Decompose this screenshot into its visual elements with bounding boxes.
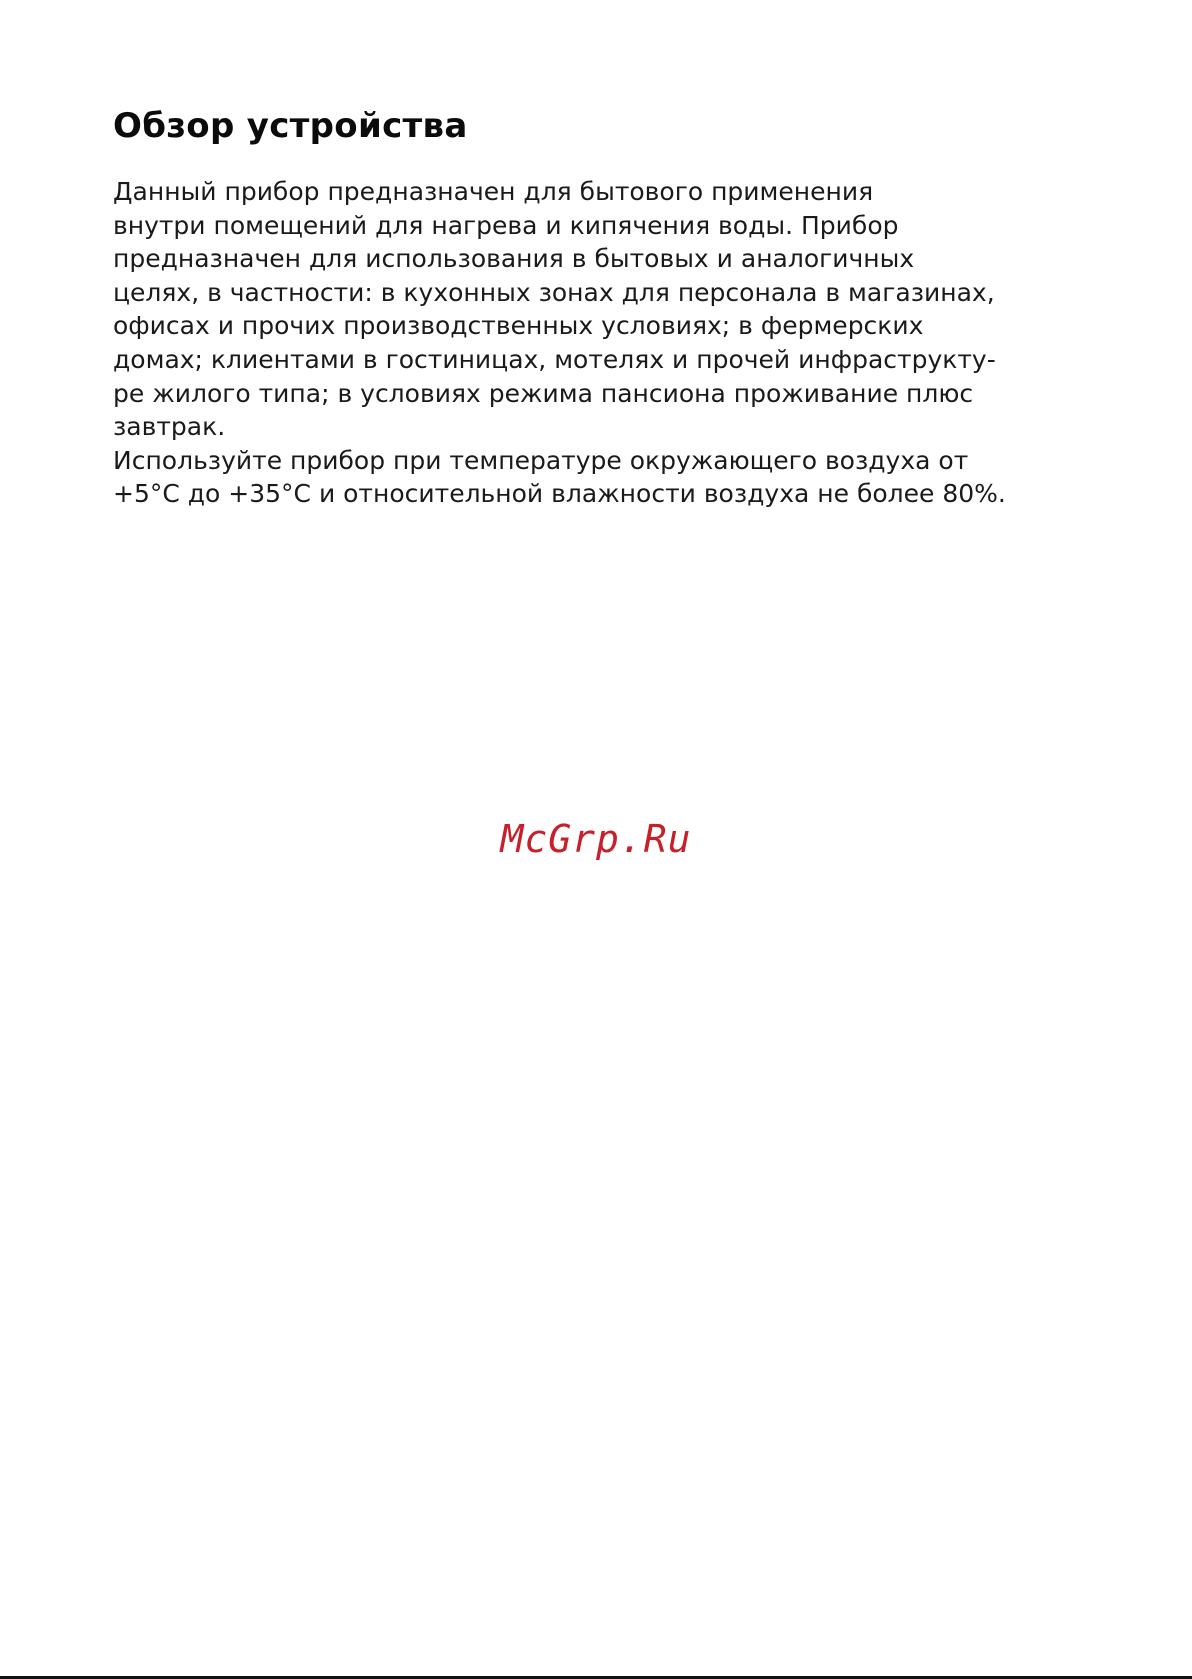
paragraph-line: ре жилого типа; в условиях режима пансиона проживание плюс xyxy=(113,378,974,408)
section-body xyxy=(113,175,1073,511)
paragraph-line: офисах и прочих производственных условиях; в фермерских xyxy=(113,311,924,341)
paragraph-line: завтрак. xyxy=(113,412,226,442)
paragraph-line: Используйте прибор при температуре окружающего воздуха от xyxy=(113,445,969,475)
watermark-link[interactable]: McGrp.Ru xyxy=(500,817,692,861)
paragraph-conditions xyxy=(113,444,1073,511)
section-title: Обзор устройства xyxy=(113,106,468,146)
paragraph-line: внутри помещений для нагрева и кипячения воды. Прибор xyxy=(113,210,899,240)
paragraph-line: домах; клиентами в гостиницах, мотелях и прочей инфраструкту- xyxy=(113,344,996,374)
paragraph-line: предназначен для использования в бытовых и аналогичных xyxy=(113,244,915,274)
paragraph-purpose xyxy=(113,175,1073,444)
paragraph-line: целях, в частности: в кухонных зонах для персонала в магазинах, xyxy=(113,277,995,307)
section-content xyxy=(113,104,1073,511)
paragraph-line: +5°С до +35°С и относительной влажности воздуха не более 80%. xyxy=(113,479,1006,509)
paragraph-line: Данный прибор предназначен для бытового применения xyxy=(113,177,874,206)
